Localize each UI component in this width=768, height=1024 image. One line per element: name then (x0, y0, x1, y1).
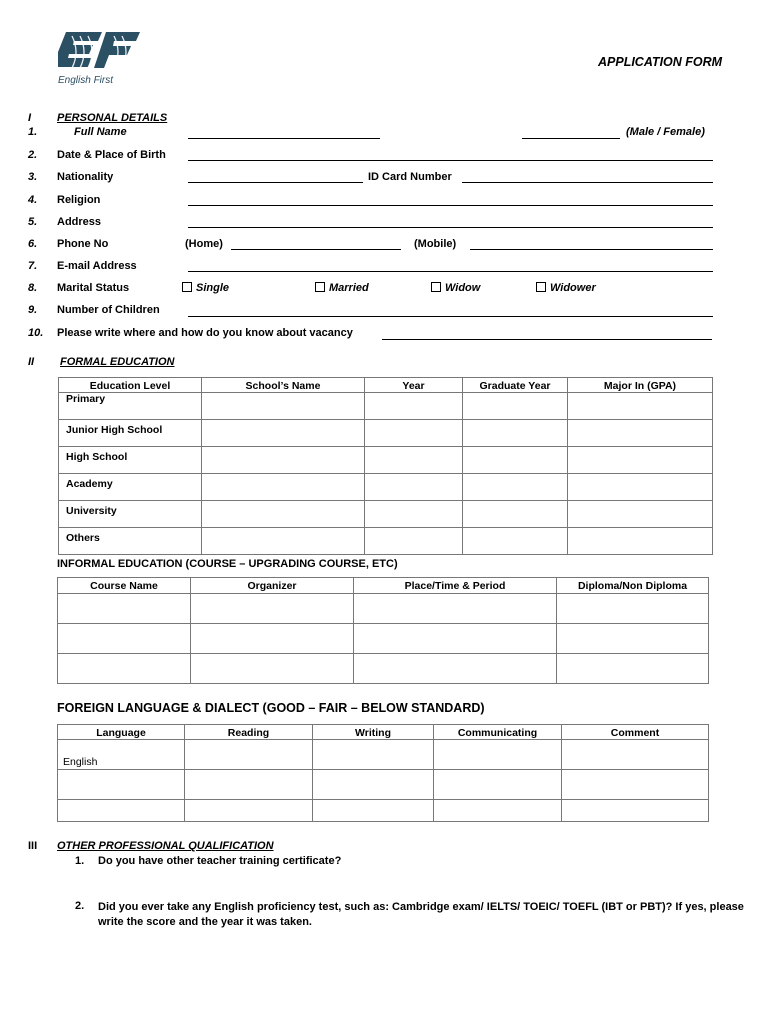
field-num-1: 1. (28, 126, 38, 138)
field-num-3: 3. (28, 171, 38, 183)
table-cell[interactable] (463, 474, 568, 501)
table-row (59, 447, 713, 474)
section2-title: FORMAL EDUCATION (60, 356, 175, 368)
table-cell[interactable] (202, 474, 365, 501)
table-cell[interactable] (191, 654, 354, 684)
field-label-religion: Religion (57, 194, 101, 206)
birth-line[interactable] (188, 160, 713, 161)
marital-option-widower[interactable] (536, 282, 596, 294)
language-header: Reading (185, 725, 313, 740)
ef-logo (58, 28, 148, 90)
table-cell[interactable] (463, 501, 568, 528)
table-cell[interactable] (557, 654, 709, 684)
field-num-10: 10. (28, 327, 44, 339)
checkbox-icon[interactable] (536, 282, 546, 292)
table-cell[interactable] (463, 393, 568, 420)
table-cell[interactable] (562, 740, 709, 770)
field-num-6: 6. (28, 238, 38, 250)
table-cell[interactable] (313, 740, 434, 770)
religion-line[interactable] (188, 205, 713, 206)
marital-widow-label: Widow (445, 282, 481, 294)
id-card-label: ID Card Number (368, 171, 452, 183)
table-cell[interactable] (191, 594, 354, 624)
formal-row-label: University (59, 501, 202, 528)
table-cell[interactable] (365, 393, 463, 420)
field-num-4: 4. (28, 194, 38, 206)
section2-roman: II (28, 356, 35, 368)
formal-header: Graduate Year (463, 378, 568, 393)
language-table (57, 724, 709, 822)
question-num-1: 1. (75, 855, 85, 867)
children-line[interactable] (188, 316, 713, 317)
full-name-line[interactable] (188, 138, 380, 139)
table-cell[interactable] (354, 654, 557, 684)
informal-header: Place/Time & Period (354, 578, 557, 594)
formal-row-label: Junior High School (59, 420, 202, 447)
table-cell[interactable] (202, 420, 365, 447)
table-cell[interactable] (434, 800, 562, 822)
table-cell[interactable] (434, 740, 562, 770)
table-cell[interactable] (191, 624, 354, 654)
id-card-line[interactable] (462, 182, 713, 183)
language-header: Communicating (434, 725, 562, 740)
question-num-2: 2. (75, 900, 85, 912)
field-label-address: Address (57, 216, 102, 228)
marital-widower-label: Widower (550, 282, 596, 294)
formal-header: Year (365, 378, 463, 393)
table-cell[interactable] (354, 594, 557, 624)
email-line[interactable] (188, 271, 713, 272)
nationality-line[interactable] (188, 182, 363, 183)
field-label-phone: Phone No (57, 238, 109, 250)
question-text-1: Do you have other teacher training certificate? (98, 855, 342, 867)
table-row (59, 474, 713, 501)
table-cell[interactable] (568, 393, 713, 420)
field-num-8: 8. (28, 282, 38, 294)
language-header: Comment (562, 725, 709, 740)
informal-education-title: INFORMAL EDUCATION (COURSE – UPGRADING COURSE, ETC) (57, 558, 398, 570)
formal-row-label: Academy (59, 474, 202, 501)
ef-logo-icon (58, 28, 144, 76)
table-row (59, 393, 713, 420)
checkbox-icon[interactable] (315, 282, 325, 292)
marital-option-widow[interactable] (431, 282, 480, 294)
language-row-label: English (58, 740, 185, 770)
table-cell[interactable] (568, 474, 713, 501)
language-header: Language (58, 725, 185, 740)
section3-roman: III (28, 840, 38, 852)
table-cell[interactable] (313, 770, 434, 800)
table-cell[interactable] (463, 528, 568, 555)
table-cell[interactable] (562, 800, 709, 822)
table-cell[interactable] (434, 770, 562, 800)
table-cell[interactable] (365, 528, 463, 555)
table-row (59, 501, 713, 528)
field-num-9: 9. (28, 304, 38, 316)
table-cell[interactable] (365, 447, 463, 474)
informal-header: Course Name (58, 578, 191, 594)
informal-education-table (57, 577, 709, 684)
table-cell[interactable] (202, 447, 365, 474)
field-num-5: 5. (28, 216, 38, 228)
formal-header: School’s Name (202, 378, 365, 393)
phone-mobile-line[interactable] (470, 249, 713, 250)
table-cell[interactable] (463, 420, 568, 447)
table-cell[interactable] (557, 624, 709, 654)
formal-education-table (58, 377, 713, 555)
field-label-children: Number of Children (57, 304, 160, 316)
phone-mobile-label: (Mobile) (414, 238, 457, 250)
field-label-vacancy: Please write where and how do you know about vacancy (57, 327, 353, 339)
form-title: APPLICATION FORM (598, 55, 723, 69)
table-cell[interactable] (568, 501, 713, 528)
field-label-marital: Marital Status (57, 282, 130, 294)
phone-home-line[interactable] (231, 249, 401, 250)
section1-title: PERSONAL DETAILS (57, 112, 168, 124)
question-text-2: Did you ever take any English proficiency test, such as: Cambridge exam/ IELTS/ TOEIC/ TOEFL (IBT or PBT)? If yes, please write the score and the year it was taken. (98, 901, 744, 928)
table-cell[interactable] (568, 420, 713, 447)
section1-roman: I (28, 112, 32, 124)
field-label-email: E-mail Address (57, 260, 137, 272)
field-num-2: 2. (28, 149, 38, 161)
checkbox-icon[interactable] (431, 282, 441, 292)
checkbox-icon[interactable] (182, 282, 192, 292)
table-cell[interactable] (58, 624, 191, 654)
marital-married-label: Married (329, 282, 369, 294)
formal-row-label: Others (59, 528, 202, 555)
language-title: FOREIGN LANGUAGE & DIALECT (GOOD – FAIR – BELOW STANDARD) (57, 701, 485, 715)
table-cell[interactable] (58, 594, 191, 624)
table-row (58, 624, 709, 654)
full-name-line-2[interactable] (522, 138, 620, 139)
formal-header: Major In (GPA) (568, 378, 713, 393)
table-cell[interactable] (202, 528, 365, 555)
phone-home-label: (Home) (185, 238, 223, 250)
field-num-7: 7. (28, 260, 38, 272)
table-row (59, 420, 713, 447)
table-cell[interactable] (568, 447, 713, 474)
marital-single-label: Single (196, 282, 230, 294)
table-cell[interactable] (365, 501, 463, 528)
table-cell[interactable] (58, 770, 185, 800)
table-cell[interactable] (58, 800, 185, 822)
table-cell[interactable] (365, 420, 463, 447)
marital-option-married[interactable] (315, 282, 369, 294)
field-label-birth: Date & Place of Birth (57, 149, 166, 161)
section3-title: OTHER PROFESSIONAL QUALIFICATION (57, 840, 274, 852)
table-row (58, 770, 709, 800)
informal-header: Organizer (191, 578, 354, 594)
table-cell[interactable] (185, 740, 313, 770)
table-cell[interactable] (58, 654, 191, 684)
table-row (58, 654, 709, 684)
table-cell[interactable] (557, 594, 709, 624)
table-row (58, 594, 709, 624)
language-header: Writing (313, 725, 434, 740)
marital-option-single[interactable] (182, 282, 229, 294)
formal-header: Education Level (59, 378, 202, 393)
field-label-full-name: Full Name (74, 126, 127, 138)
table-row (59, 528, 713, 555)
logo-tagline: English First (58, 75, 114, 86)
table-cell[interactable] (185, 770, 313, 800)
gender-hint: (Male / Female) (626, 126, 705, 138)
table-row (58, 740, 709, 770)
formal-row-label: Primary (59, 393, 202, 420)
table-cell[interactable] (365, 474, 463, 501)
table-cell[interactable] (185, 800, 313, 822)
table-cell[interactable] (202, 393, 365, 420)
table-row (58, 800, 709, 822)
vacancy-line[interactable] (382, 339, 712, 340)
table-cell[interactable] (354, 624, 557, 654)
table-cell[interactable] (568, 528, 713, 555)
address-line[interactable] (188, 227, 713, 228)
informal-header: Diploma/Non Diploma (557, 578, 709, 594)
table-cell[interactable] (202, 501, 365, 528)
formal-row-label: High School (59, 447, 202, 474)
table-cell[interactable] (463, 447, 568, 474)
field-label-nationality: Nationality (57, 171, 114, 183)
table-cell[interactable] (562, 770, 709, 800)
table-cell[interactable] (313, 800, 434, 822)
